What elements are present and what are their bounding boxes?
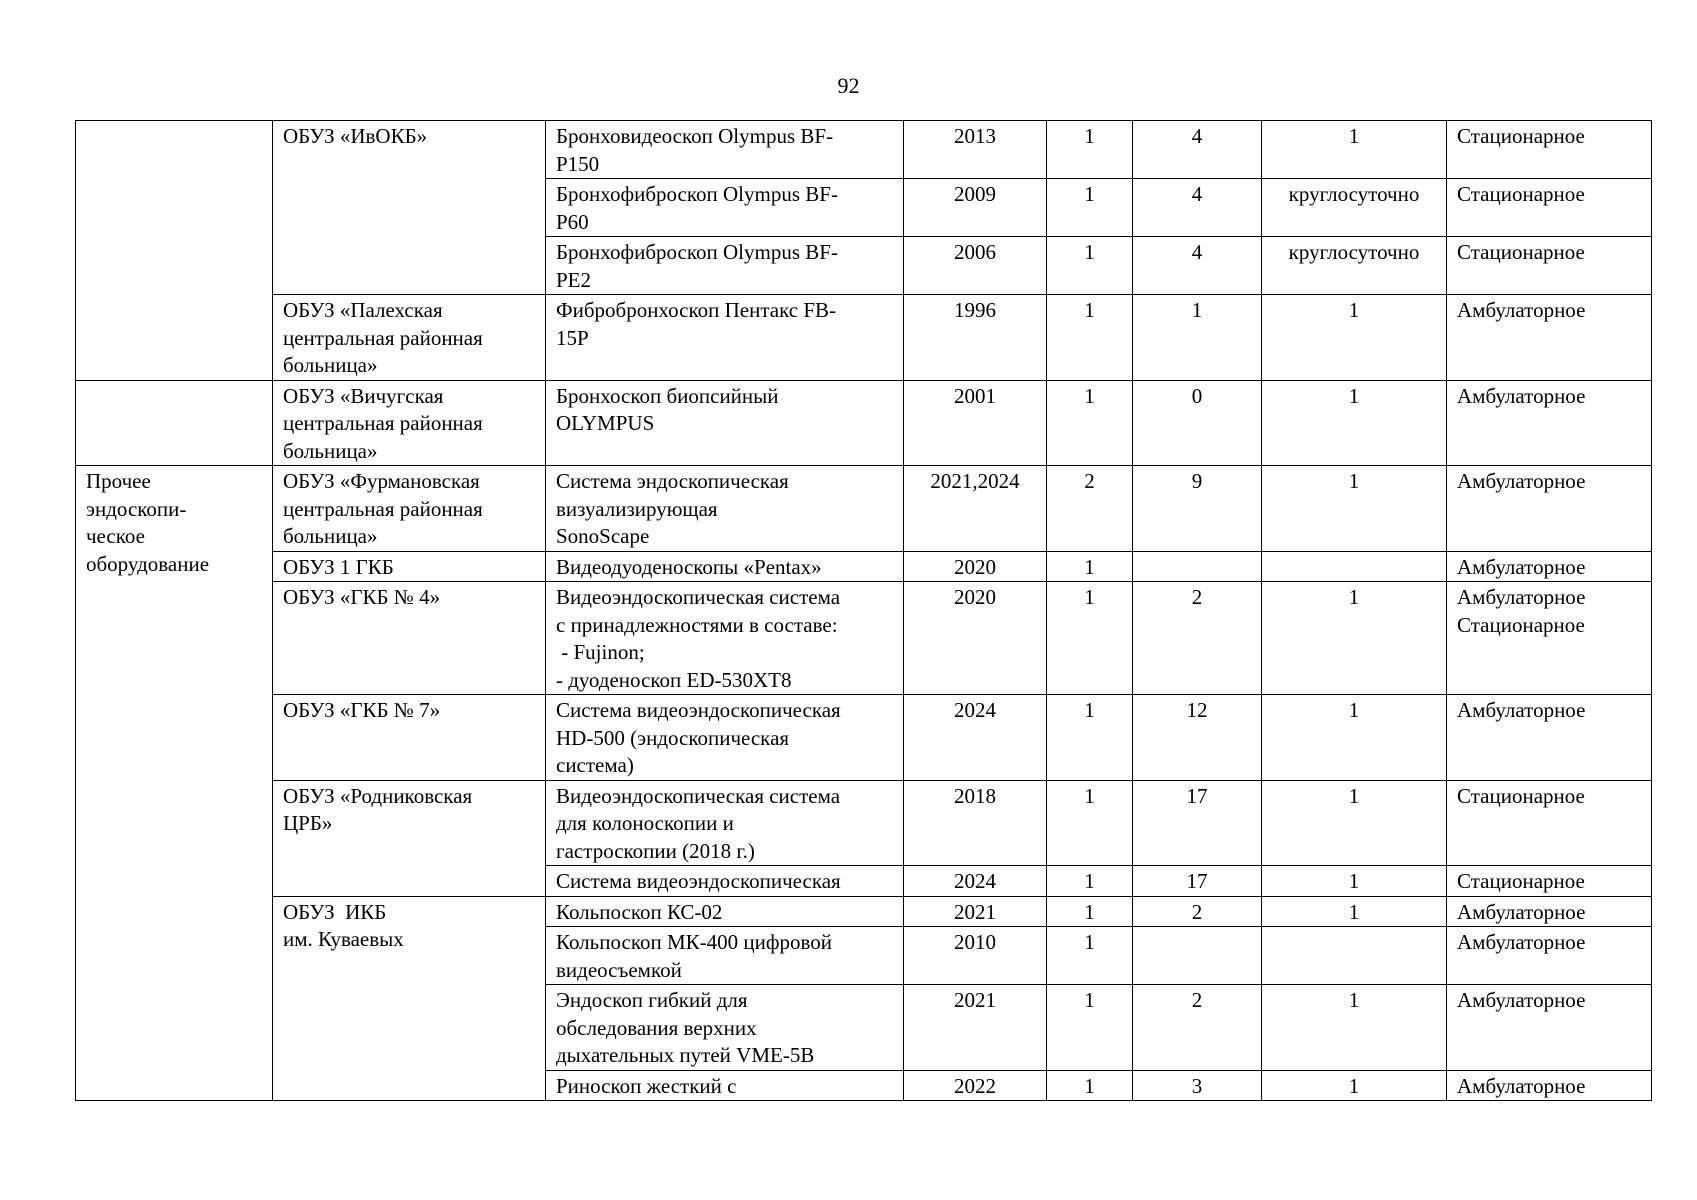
text-line: Амбулаторное <box>1457 930 1586 954</box>
text-line: центральная районная <box>283 496 483 521</box>
quantity-cell: 1 <box>1047 780 1133 866</box>
count-cell: 17 <box>1133 780 1262 866</box>
quantity-cell: 1 <box>1047 179 1133 237</box>
device-cell <box>546 896 904 927</box>
text-line: гастроскопии (2018 г.) <box>556 838 755 863</box>
text-line: визуализирующая <box>556 496 718 521</box>
text-line: Амбулаторное <box>1457 988 1586 1012</box>
device-cell <box>546 121 904 179</box>
care-type-cell <box>1447 582 1652 695</box>
text-line: Амбулаторное <box>1457 585 1586 609</box>
organization-cell <box>273 380 546 466</box>
text-line: HD-500 (эндоскопическая <box>556 725 790 750</box>
text-line: для колоноскопии и <box>556 811 734 835</box>
count-cell: 1 <box>1133 295 1262 381</box>
equipment-table <box>75 120 1652 1101</box>
quantity-cell: 1 <box>1047 551 1133 582</box>
organization-cell <box>273 551 546 582</box>
text-line: SonoScape <box>556 524 650 548</box>
text-line: ОБУЗ «Фурмановская <box>283 469 480 493</box>
table-row <box>76 295 1652 381</box>
table-row <box>76 780 1652 866</box>
table-row <box>76 380 1652 466</box>
device-cell <box>546 927 904 985</box>
organization-cell <box>273 896 546 1101</box>
text-line: Прочее <box>86 469 151 493</box>
text-line: оборудование <box>86 551 210 576</box>
text-line: Амбулаторное <box>1457 899 1586 924</box>
schedule-cell: 1 <box>1262 695 1447 781</box>
text-line: PE2 <box>556 267 592 292</box>
quantity-cell: 1 <box>1047 237 1133 295</box>
schedule-cell <box>1262 551 1447 582</box>
schedule-cell: 1 <box>1262 780 1447 866</box>
text-line: Кольпоскоп МК-400 цифровой <box>556 930 832 954</box>
text-line: - дуоденоскоп ED-530XT8 <box>556 667 792 692</box>
quantity-cell: 1 <box>1047 1070 1133 1101</box>
device-cell <box>546 380 904 466</box>
text-line: Система видеоэндоскопическая <box>556 869 841 893</box>
device-cell <box>546 466 904 552</box>
text-line: ОБУЗ «ГКБ № 7» <box>283 698 441 722</box>
table-row <box>76 466 1652 552</box>
care-type-cell <box>1447 896 1652 927</box>
care-type-cell <box>1447 551 1652 582</box>
device-cell <box>546 551 904 582</box>
care-type-cell <box>1447 295 1652 381</box>
year-cell: 2020 <box>904 551 1047 582</box>
year-cell: 2009 <box>904 179 1047 237</box>
count-cell: 17 <box>1133 866 1262 897</box>
text-line: Бронхофиброскоп Olympus BF- <box>556 240 838 264</box>
device-cell <box>546 179 904 237</box>
organization-cell <box>273 780 546 896</box>
text-line: ОБУЗ «Вичугская <box>283 383 444 408</box>
year-cell: 2020 <box>904 582 1047 695</box>
schedule-cell: 1 <box>1262 866 1447 897</box>
schedule-cell: 1 <box>1262 466 1447 552</box>
quantity-cell: 1 <box>1047 295 1133 381</box>
text-line: Бронховидеоскоп Olympus BF- <box>556 124 834 148</box>
year-cell: 1996 <box>904 295 1047 381</box>
quantity-cell: 1 <box>1047 896 1133 927</box>
schedule-cell <box>1262 927 1447 985</box>
text-line: Амбулаторное <box>1457 383 1586 408</box>
text-line: больница» <box>283 524 378 548</box>
count-cell: 2 <box>1133 896 1262 927</box>
care-type-cell <box>1447 121 1652 179</box>
text-line: Стационарное <box>1457 612 1585 637</box>
text-line: эндоскопи- <box>86 496 187 521</box>
text-line: Эндоскоп гибкий для <box>556 988 748 1012</box>
year-cell: 2021,2024 <box>904 466 1047 552</box>
text-line: ОБУЗ «ГКБ № 4» <box>283 585 441 609</box>
schedule-cell: 1 <box>1262 985 1447 1071</box>
count-cell: 4 <box>1133 237 1262 295</box>
text-line: центральная районная <box>283 411 483 435</box>
table-row <box>76 695 1652 781</box>
device-cell <box>546 985 904 1071</box>
text-line: Стационарное <box>1457 869 1585 893</box>
text-line: Система эндоскопическая <box>556 469 789 493</box>
text-line: с принадлежностями в составе: <box>556 612 838 637</box>
quantity-cell: 1 <box>1047 866 1133 897</box>
device-cell <box>546 1070 904 1101</box>
table-row <box>76 896 1652 927</box>
organization-cell <box>273 121 546 295</box>
quantity-cell: 1 <box>1047 582 1133 695</box>
count-cell: 2 <box>1133 582 1262 695</box>
year-cell: 2018 <box>904 780 1047 866</box>
text-line: ОБУЗ ИКБ <box>283 899 387 924</box>
text-line: Кольпоскоп КС-02 <box>556 899 723 924</box>
care-type-cell <box>1447 380 1652 466</box>
count-cell: 4 <box>1133 121 1262 179</box>
category-cell-empty <box>76 121 273 381</box>
page-number: 92 <box>837 73 860 98</box>
text-line: дыхательных путей VME-5B <box>556 1043 815 1067</box>
text-line: ческое <box>86 524 145 548</box>
count-cell: 4 <box>1133 179 1262 237</box>
text-line: Амбулаторное <box>1457 1073 1586 1098</box>
text-line: Видеодуоденоскопы «Pentax» <box>556 554 822 579</box>
device-cell <box>546 866 904 897</box>
care-type-cell <box>1447 780 1652 866</box>
year-cell: 2021 <box>904 896 1047 927</box>
device-cell <box>546 295 904 381</box>
table-body <box>76 121 1652 1101</box>
schedule-cell: 1 <box>1262 582 1447 695</box>
text-line: центральная районная <box>283 325 483 350</box>
text-line: Видеоэндоскопическая система <box>556 783 841 808</box>
text-line: - Fujinon; <box>556 640 645 664</box>
text-line: P150 <box>556 151 600 176</box>
text-line: OLYMPUS <box>556 411 655 435</box>
organization-cell <box>273 582 546 695</box>
text-line: Стационарное <box>1457 182 1585 206</box>
organization-cell <box>273 695 546 781</box>
count-cell: 12 <box>1133 695 1262 781</box>
device-cell <box>546 695 904 781</box>
quantity-cell: 1 <box>1047 695 1133 781</box>
text-line: ОБУЗ «Родниковская <box>283 783 473 808</box>
category-cell-empty <box>76 380 273 466</box>
quantity-cell: 1 <box>1047 380 1133 466</box>
text-line: Стационарное <box>1457 240 1585 264</box>
schedule-cell: 1 <box>1262 380 1447 466</box>
care-type-cell <box>1447 695 1652 781</box>
schedule-cell: 1 <box>1262 121 1447 179</box>
table-row <box>76 582 1652 695</box>
table-row <box>76 551 1652 582</box>
quantity-cell: 1 <box>1047 985 1133 1071</box>
quantity-cell: 1 <box>1047 121 1133 179</box>
year-cell: 2001 <box>904 380 1047 466</box>
text-line: обследования верхних <box>556 1015 757 1040</box>
text-line: им. Куваевых <box>283 927 404 951</box>
table-row <box>76 121 1652 179</box>
device-cell <box>546 582 904 695</box>
text-line: Бронхоскоп биопсийный <box>556 383 779 408</box>
care-type-cell <box>1447 466 1652 552</box>
care-type-cell <box>1447 179 1652 237</box>
schedule-cell: 1 <box>1262 295 1447 381</box>
count-cell <box>1133 927 1262 985</box>
text-line: Стационарное <box>1457 783 1585 808</box>
quantity-cell: 2 <box>1047 466 1133 552</box>
text-line: Система видеоэндоскопическая <box>556 698 841 722</box>
year-cell: 2024 <box>904 695 1047 781</box>
quantity-cell: 1 <box>1047 927 1133 985</box>
text-line: ОБУЗ «Палехская <box>283 298 443 322</box>
text-line: Амбулаторное <box>1457 554 1586 579</box>
count-cell: 0 <box>1133 380 1262 466</box>
text-line: Амбулаторное <box>1457 698 1586 722</box>
text-line: ОБУЗ 1 ГКБ <box>283 554 394 579</box>
count-cell: 2 <box>1133 985 1262 1071</box>
text-line: Риноскоп жесткий с <box>556 1073 737 1098</box>
care-type-cell <box>1447 237 1652 295</box>
care-type-cell <box>1447 985 1652 1071</box>
text-line: видеосъемкой <box>556 957 682 982</box>
text-line: ОБУЗ «ИвОКБ» <box>283 124 428 148</box>
count-cell <box>1133 551 1262 582</box>
device-cell <box>546 780 904 866</box>
organization-cell <box>273 295 546 381</box>
device-cell <box>546 237 904 295</box>
text-line: Амбулаторное <box>1457 469 1586 493</box>
year-cell: 2013 <box>904 121 1047 179</box>
year-cell: 2010 <box>904 927 1047 985</box>
text-line: Бронхофиброскоп Olympus BF- <box>556 182 838 206</box>
schedule-cell: 1 <box>1262 1070 1447 1101</box>
text-line: 15P <box>556 325 589 350</box>
care-type-cell <box>1447 927 1652 985</box>
schedule-cell: круглосуточно <box>1262 179 1447 237</box>
text-line: больница» <box>283 438 378 463</box>
text-line: больница» <box>283 353 378 377</box>
care-type-cell <box>1447 1070 1652 1101</box>
text-line: ЦРБ» <box>283 811 333 835</box>
text-line: P60 <box>556 209 589 234</box>
year-cell: 2006 <box>904 237 1047 295</box>
text-line: Стационарное <box>1457 124 1585 148</box>
organization-cell <box>273 466 546 552</box>
year-cell: 2024 <box>904 866 1047 897</box>
count-cell: 3 <box>1133 1070 1262 1101</box>
care-type-cell <box>1447 866 1652 897</box>
text-line: Видеоэндоскопическая система <box>556 585 841 609</box>
year-cell: 2021 <box>904 985 1047 1071</box>
text-line: Амбулаторное <box>1457 298 1586 322</box>
schedule-cell: круглосуточно <box>1262 237 1447 295</box>
schedule-cell: 1 <box>1262 896 1447 927</box>
count-cell: 9 <box>1133 466 1262 552</box>
text-line: Фибробронхоскоп Пентакс FB- <box>556 298 837 322</box>
year-cell: 2022 <box>904 1070 1047 1101</box>
category-cell <box>76 466 273 1101</box>
text-line: система) <box>556 753 634 777</box>
